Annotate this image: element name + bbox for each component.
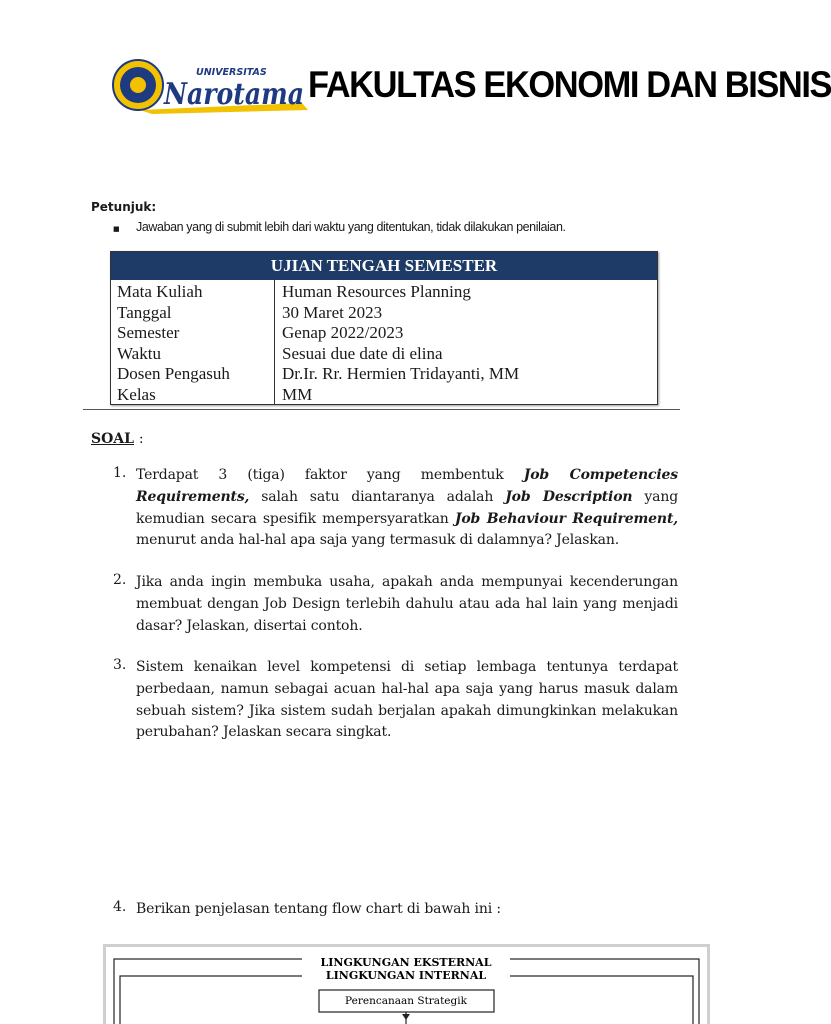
flow-chart — [104, 945, 709, 1024]
soal-colon: : — [138, 431, 144, 447]
q1-part: menurut anda hal-hal apa saja yang termasuk di dalamnya? Jelaskan. — [136, 532, 620, 549]
soal-heading — [91, 431, 144, 447]
question-number: 2. — [113, 572, 127, 588]
table-value-time: Sesuai due date di elina — [282, 343, 443, 363]
table-label-semester: Semester — [117, 323, 180, 343]
q1-part: salah satu diantaranya adalah — [249, 488, 506, 505]
question-1-text — [136, 465, 678, 552]
question-number: 3. — [113, 657, 127, 673]
table-value-lecturer: Dr.Ir. Rr. Hermien Tridayanti, MM — [282, 364, 520, 384]
table-values-column — [282, 282, 519, 406]
table-value-semester: Genap 2022/2023 — [282, 323, 404, 343]
exam-table-title: UJIAN TENGAH SEMESTER — [111, 252, 657, 280]
table-value-class: MM — [282, 384, 313, 404]
table-label-time: Waktu — [117, 343, 161, 363]
table-divider — [274, 280, 275, 405]
logo-narotama-text: Narotama — [163, 77, 304, 112]
table-labels-column — [117, 282, 230, 406]
instructions-heading: Petunjuk: — [91, 200, 157, 214]
university-logo — [112, 58, 308, 114]
q1-part: Terdapat 3 (tiga) faktor yang membentuk — [136, 467, 524, 483]
table-label-lecturer: Dosen Pengasuh — [117, 364, 230, 384]
q1-emphasis: Job Behaviour Requirement, — [454, 510, 678, 527]
logo-seal-center — [130, 77, 146, 93]
q1-emphasis: Job Description — [505, 488, 633, 505]
external-environment-label: LINGKUNGAN EKSTERNAL — [320, 956, 492, 969]
table-label-course: Mata Kuliah — [117, 282, 203, 301]
question-3-text: Sistem kenaikan level kompetensi di setiap lembaga tentunya terdapat perbedaan, namun sebagai acuan hal-hal apa saja yang harus masuk dalam sebuah sistem? Jika sistem sudah berjalan apakah dimungkinkan melakukan perubahan? Jelaskan secara singkat. — [136, 659, 678, 741]
question-number: 4. — [113, 899, 127, 915]
question-2-text: Jika anda ingin membuka usaha, apakah anda mempunyai kecenderungan membuat dengan Job Design terlebih dahulu atau ada hal lain yang menjadi dasar? Jelaskan, disertai contoh. — [136, 574, 678, 634]
table-label-class: Kelas — [117, 384, 156, 404]
faculty-title: FAKULTAS EKONOMI DAN BISNIS — [308, 64, 831, 105]
q1-part: yang kemudian secara spesifik mempersyaratkan — [136, 488, 679, 527]
question-4-text: Berikan penjelasan tentang flow chart di bawah ini : — [136, 901, 501, 917]
horizontal-rule — [83, 409, 680, 410]
q1-emphasis: Job Competencies Requirements, — [136, 467, 679, 505]
exam-info-table — [110, 251, 658, 405]
question-number: 1. — [113, 465, 127, 481]
soal-label: SOAL — [91, 431, 135, 447]
instruction-item: Jawaban yang di submit lebih dari waktu yang ditentukan, tidak dilakukan penilaian. — [136, 220, 566, 234]
table-value-date: 30 Maret 2023 — [282, 302, 383, 322]
table-label-date: Tanggal — [117, 302, 172, 322]
strategic-planning-label: Perencanaan Strategik — [345, 995, 467, 1007]
table-value-course: Human Resources Planning — [282, 282, 471, 301]
bullet-icon: ■ — [113, 225, 120, 233]
internal-environment-label: LINGKUNGAN INTERNAL — [325, 969, 487, 982]
logo-universitas-text: UNIVERSITAS — [196, 67, 267, 78]
